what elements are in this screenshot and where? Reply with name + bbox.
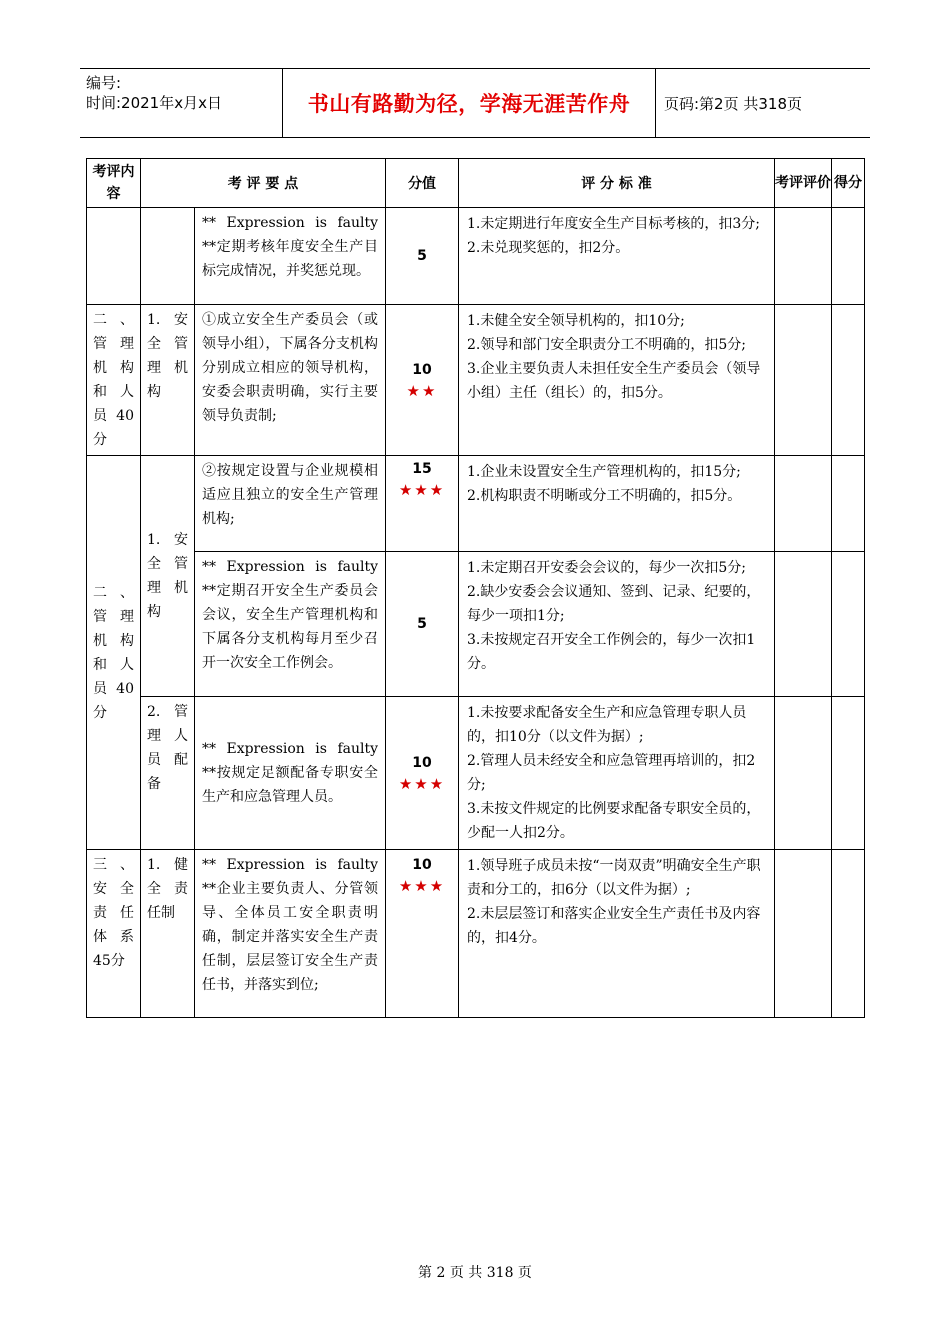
content-cell: 三、安全责任体系45分: [87, 850, 141, 1018]
got-cell: [832, 208, 865, 305]
sub-item-cell: 2.管理人员配备: [141, 697, 195, 850]
score-cell: [386, 697, 459, 850]
got-cell: [832, 850, 865, 1018]
evaluation-cell: [775, 208, 832, 305]
evaluation-cell: [775, 552, 832, 697]
column-header-evaluation: 考评评价: [775, 159, 832, 208]
column-header-criteria: 评 分 标 准: [459, 159, 775, 208]
evaluation-cell: [775, 850, 832, 1018]
evaluation-cell: [775, 305, 832, 456]
table-row: [87, 456, 865, 552]
column-header-content: 考评内容: [87, 159, 141, 208]
score-cell: [386, 305, 459, 456]
column-header-requirements: 考 评 要 点: [141, 159, 386, 208]
score-value: 5: [417, 616, 427, 632]
evaluation-cell: [775, 456, 832, 552]
document-code-label: 编号:: [86, 74, 122, 92]
requirement-cell: ** Expression is faulty **定期考核年度安全生产目标完成情况，并奖惩兑现。: [195, 208, 386, 305]
criteria-cell: 1.未定期召开安委会会议的，每少一次扣5分; 2.缺少安委会会议通知、签到、记录、纪要的，每少一项扣1分; 3.未按规定召开安全工作例会的，每少一次扣1分。: [459, 552, 775, 697]
score-value: 15: [412, 461, 432, 477]
requirement-cell: ②按规定设置与企业规模相适应且独立的安全生产管理机构;: [195, 456, 386, 552]
header-meta: [86, 73, 280, 113]
criteria-cell: 1.未健全安全领导机构的，扣10分; 2.领导和部门安全职责分工不明确的，扣5分; 3.企业主要负责人未担任安全生产委员会（领导小组）主任（组长）的，扣5分。: [459, 305, 775, 456]
requirement-cell: ** Expression is faulty **定期召开安全生产委员会会议，安全生产管理机构和下属各分支机构每月至少召开一次安全工作例会。: [195, 552, 386, 697]
criteria-cell: 1.未定期进行年度安全生产目标考核的，扣3分; 2.未兑现奖惩的，扣2分。: [459, 208, 775, 305]
importance-stars: ★★★: [398, 775, 446, 793]
importance-stars: ★★: [406, 382, 438, 400]
table-row: [87, 697, 865, 850]
score-cell: [386, 850, 459, 1018]
content-cell: 二、管理机构和人员40分: [87, 305, 141, 456]
content-cell: [87, 208, 141, 305]
column-header-got: 得分: [832, 159, 865, 208]
page-header: [80, 68, 870, 138]
table-header-row: [87, 159, 865, 208]
table-row: [87, 305, 865, 456]
score-cell: [386, 552, 459, 697]
content-cell: 二、管理机构和人员40分: [87, 456, 141, 850]
importance-stars: ★★★: [398, 877, 446, 895]
header-motto: 书山有路勤为径，学海无涯苦作舟: [307, 92, 631, 116]
table-row: [87, 208, 865, 305]
evaluation-cell: [775, 697, 832, 850]
header-page-number: 页码:第2页 共318页: [664, 95, 802, 113]
score-cell: [386, 456, 459, 552]
sub-item-cell: [141, 208, 195, 305]
sub-item-cell: 1.健全责任制: [141, 850, 195, 1018]
page-footer: 第 2 页 共 318 页: [418, 1265, 532, 1281]
table-row: [87, 552, 865, 697]
document-date-label: 时间:2021年x月x日: [86, 94, 222, 112]
evaluation-table: [86, 158, 865, 1018]
requirement-cell: ** Expression is faulty **按规定足额配备专职安全生产和应急管理人员。: [195, 697, 386, 850]
sub-item-cell: 1.安全管理机构: [141, 305, 195, 456]
score-value: 5: [417, 248, 427, 264]
importance-stars: ★★★: [398, 481, 446, 499]
criteria-cell: 1.未按要求配备安全生产和应急管理专职人员的，扣10分（以文件为据）; 2.管理人员未经安全和应急管理再培训的，扣2分; 3.未按文件规定的比例要求配备专职安全员的，少配一人扣2分。: [459, 697, 775, 850]
score-value: 10: [412, 362, 432, 378]
got-cell: [832, 456, 865, 552]
table-row: [87, 850, 865, 1018]
header-divider: [655, 69, 656, 137]
got-cell: [832, 697, 865, 850]
criteria-cell: 1.企业未设置安全生产管理机构的，扣15分; 2.机构职责不明晰或分工不明确的，扣5分。: [459, 456, 775, 552]
score-value: 10: [412, 857, 432, 873]
criteria-cell: 1.领导班子成员未按“一岗双责”明确安全生产职责和分工的，扣6分（以文件为据）; 2.未层层签订和落实企业安全生产责任书及内容的，扣4分。: [459, 850, 775, 1018]
got-cell: [832, 552, 865, 697]
score-cell: [386, 208, 459, 305]
sub-item-cell: 1.安全管理机构: [141, 456, 195, 697]
column-header-score: 分值: [386, 159, 459, 208]
got-cell: [832, 305, 865, 456]
score-value: 10: [412, 755, 432, 771]
requirement-cell: ** Expression is faulty **企业主要负责人、分管领导、全体员工安全职责明确，制定并落实安全生产责任制，层层签订安全生产责任书，并落实到位;: [195, 850, 386, 1018]
requirement-cell: ①成立安全生产委员会（或领导小组），下属各分支机构分别成立相应的领导机构，安委会职责明确，实行主要领导负责制;: [195, 305, 386, 456]
